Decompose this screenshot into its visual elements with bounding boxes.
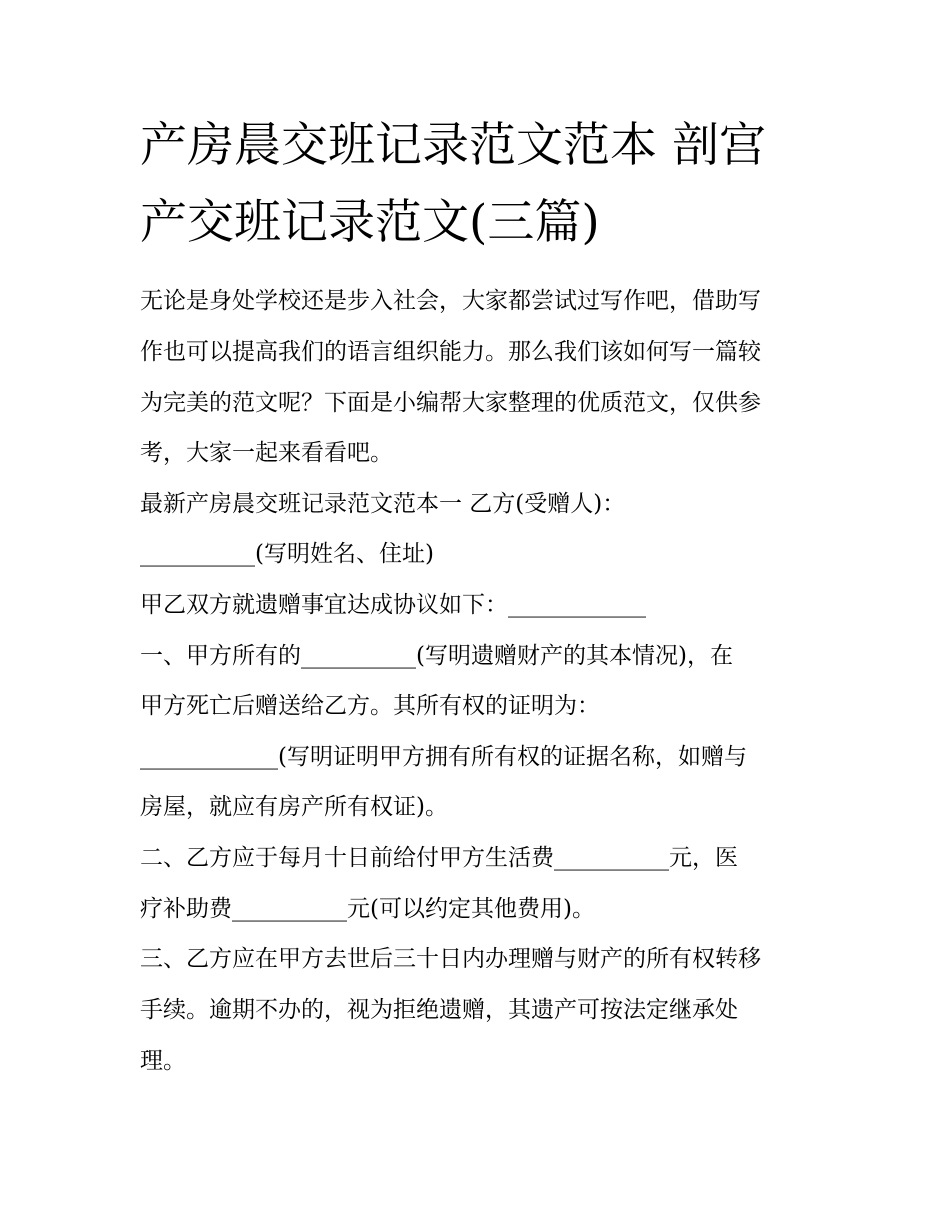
body-line: 一、甲方所有的__________(写明遗赠财产的其本情况)，在 [140,643,733,669]
document-title-line-2: 产交班记录范文(三篇) [140,195,600,250]
body-line: __________(写明姓名、住址) [140,541,434,567]
body-line: 作也可以提高我们的语言组织能力。那么我们该如何写一篇较 [140,339,761,365]
body-line: 无论是身处学校还是步入社会，大家都尝试过写作吧，借助写 [140,288,761,314]
body-line: ____________(写明证明甲方拥有所有权的证据名称，如赠与 [140,744,747,770]
body-line: 理。 [140,1048,186,1074]
body-line: 三、乙方应在甲方去世后三十日内办理赠与财产的所有权转移 [140,946,761,972]
document-title-line-1: 产房晨交班记录范文范本 剖宫 [140,118,766,173]
body-line: 最新产房晨交班记录范文范本一 乙方(受赠人)： [140,491,626,517]
body-line: 甲乙双方就遗赠事宜达成协议如下：____________ [140,592,646,618]
body-line: 房屋，就应有房产所有权证)。 [140,794,448,820]
body-line: 手续。逾期不办的，视为拒绝遗赠，其遗产可按法定继承处 [140,997,738,1023]
body-line: 为完美的范文呢？下面是小编帮大家整理的优质范文，仅供参 [140,390,761,416]
body-line: 甲方死亡后赠送给乙方。其所有权的证明为： [140,693,600,719]
body-line: 考，大家一起来看看吧。 [140,440,393,466]
body-line: 疗补助费__________元(可以约定其他费用)。 [140,896,595,922]
body-line: 二、乙方应于每月十日前给付甲方生活费__________元，医 [140,845,738,871]
